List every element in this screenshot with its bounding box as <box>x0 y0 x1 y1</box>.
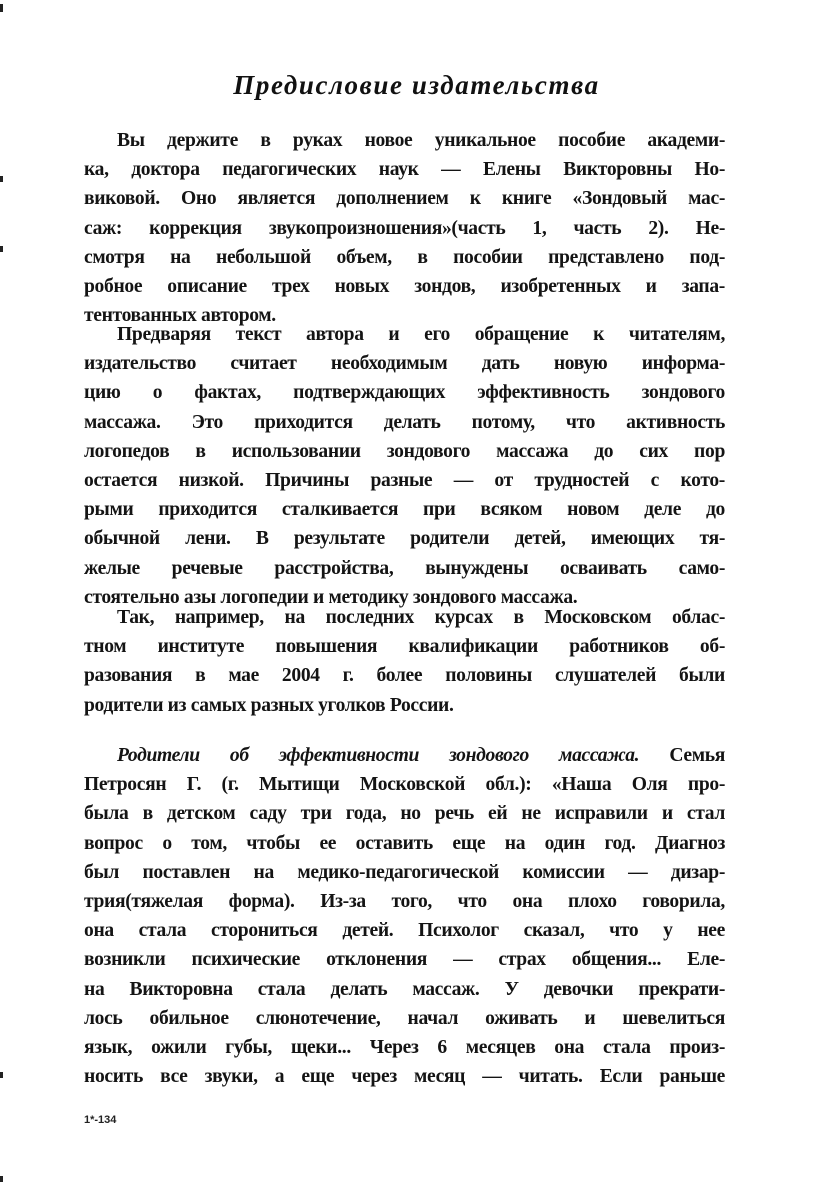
text-line: остается низкой. Причины разные — от трудностей с кото- <box>84 469 725 491</box>
scan-margin-mark <box>0 176 3 182</box>
scan-margin-mark <box>0 246 3 252</box>
text-line: стоятельно азы логопедии и методику зондового массажа. <box>84 586 578 608</box>
text-line: на Викторовна стала делать массаж. У девочки прекрати- <box>84 978 725 1000</box>
scan-margin-mark <box>0 1072 3 1078</box>
text-line: логопедов в использовании зондового массажа до сих пор <box>84 440 725 462</box>
page-title: Предисловие издательства <box>233 70 600 100</box>
text-line: саж: коррекция звукопроизношения»(часть 1, часть 2). Не- <box>84 217 725 239</box>
text-line: тном институте повышения квалификации работников об- <box>84 636 725 658</box>
text-line: Так, например, на последних курсах в Московском облас- <box>117 607 725 628</box>
text-line: возникли психические отклонения — страх общения... Еле- <box>84 949 725 971</box>
text-line: родители из самых разных уголков России. <box>84 694 454 716</box>
text-line: смотря на небольшой объем, в пособии представлено под- <box>84 246 725 268</box>
text-line: желые речевые расстройства, вынуждены осваивать само- <box>84 557 725 579</box>
text-line: тентованных автором. <box>84 305 276 327</box>
text-line: обычной лени. В результате родители детей, имеющих тя- <box>84 528 725 550</box>
text-line: виковой. Оно является дополнением к книге «Зондовый мас- <box>84 188 725 210</box>
text-line: массажа. Это приходится делать потому, что активность <box>84 411 725 433</box>
text-line: была в детском саду три года, но речь ей не исправили и стал <box>84 803 725 825</box>
paragraph-parents-testimony <box>84 741 725 1091</box>
text-line: трия(тяжелая форма). Из-за того, что она плохо говорила, <box>84 890 725 912</box>
text-line: разования в мае 2004 г. более половины слушателей были <box>84 665 725 687</box>
text-line: Вы держите в руках новое уникальное пособие академи- <box>117 130 725 151</box>
paragraph-preface-reason <box>84 320 725 612</box>
text-line: рыми приходится сталкивается при всяком новом деле до <box>84 499 725 521</box>
text-line: вопрос о том, чтобы ее оставить еще на один год. Диагноз <box>84 832 725 854</box>
text-line: носить все звуки, а еще через месяц — читать. Если раньше <box>84 1066 725 1088</box>
text-line: лось обильное слюнотечение, начал оживать и шевелиться <box>84 1007 725 1029</box>
runin-heading: Родители об эффективности зондового массажа. <box>117 745 640 766</box>
text-line: язык, ожили губы, щеки... Через 6 месяцев она стала произ- <box>84 1036 725 1058</box>
text-line: ка, доктора педагогических наук — Елены Викторовны Но- <box>84 159 725 181</box>
text-line: она стала сторониться детей. Психолог сказал, что у нее <box>84 920 725 942</box>
text-line: робное описание трех новых зондов, изобретенных и запа- <box>84 275 725 297</box>
text-line: цию о фактах, подтверждающих эффективность зондового <box>84 382 725 404</box>
text-line: Петросян Г. (г. Мытищи Московской обл.): «Наша Оля про- <box>84 774 725 796</box>
text-line: Предваряя текст автора и его обращение к читателям, <box>117 324 725 345</box>
text-line: был поставлен на медико-педагогической комиссии — дизар- <box>84 861 725 883</box>
text-line <box>84 741 725 770</box>
scan-margin-mark <box>0 4 3 12</box>
printer-signature-mark: 1*-134 <box>84 1114 117 1126</box>
scan-margin-mark <box>0 1176 3 1182</box>
text-line: издательство считает необходимым дать новую информа- <box>84 353 725 375</box>
paragraph-courses <box>84 603 725 720</box>
paragraph-intro <box>84 126 725 330</box>
text-fragment: Семья <box>639 745 726 766</box>
